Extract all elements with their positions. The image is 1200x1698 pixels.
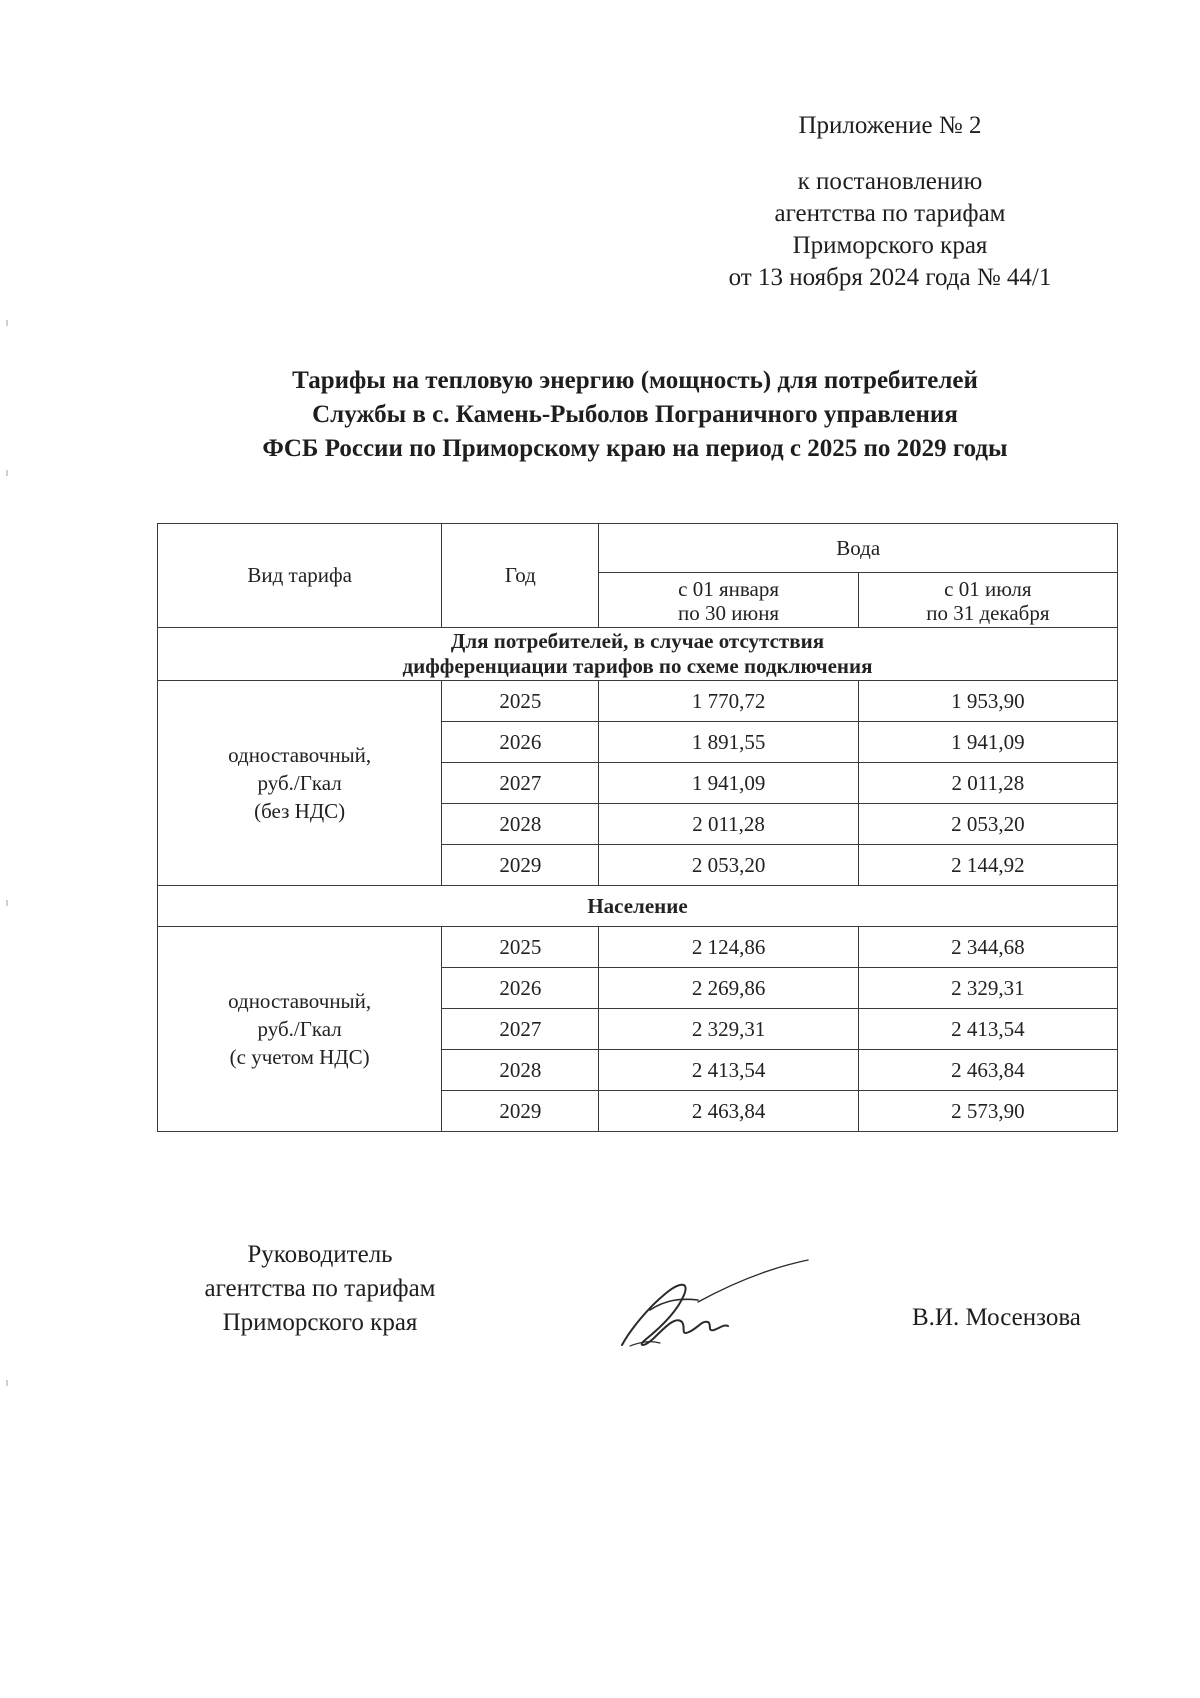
value-h2: 1 941,09 [858,722,1117,763]
year-cell: 2025 [442,681,599,722]
tariff-type-cell [158,681,442,886]
appendix-number: Приложение № 2 [798,112,982,139]
table-row [158,681,1118,722]
year-cell: 2027 [442,1009,599,1050]
year-cell: 2029 [442,1091,599,1132]
value-h2: 2 463,84 [858,1050,1117,1091]
appendix-line: от 13 ноября 2024 года № 44/1 [728,264,1052,291]
scan-mark [6,320,8,326]
year-cell: 2025 [442,927,599,968]
value-h1: 1 891,55 [599,722,858,763]
period-line: по 31 декабря [926,601,1050,625]
tariff-type-line: руб./Гкал [257,771,342,795]
signer-position-line: агентства по тарифам [204,1275,436,1302]
period-line: по 30 июня [678,601,780,625]
signer-position [170,1238,470,1340]
title-line: Тарифы на тепловую энергию (мощность) для потребителей [292,367,978,394]
value-h1: 2 413,54 [599,1050,858,1091]
value-h1: 2 269,86 [599,968,858,1009]
year-cell: 2029 [442,845,599,886]
scan-mark [6,900,8,906]
value-h1: 2 124,86 [599,927,858,968]
tariff-type-line: одноставочный, [228,989,372,1013]
value-h1: 2 011,28 [599,804,858,845]
tariff-type-line: руб./Гкал [257,1017,342,1041]
scan-mark [6,470,8,476]
signer-position-line: Руководитель [247,1241,393,1268]
title-line: ФСБ России по Приморскому краю на период с 2025 по 2029 годы [262,435,1008,462]
document-title [140,364,1130,466]
tariff-type-line: (с учетом НДС) [229,1045,370,1069]
value-h2: 2 329,31 [858,968,1117,1009]
tariff-type-cell [158,927,442,1132]
signer-name: В.И. Мосензова [912,1304,1081,1331]
period-line: с 01 января [678,577,779,601]
section-line: дифференциации тарифов по схеме подключения [402,654,873,678]
appendix-line: агентства по тарифам [774,200,1006,227]
section-heading [158,628,1118,681]
header-water: Вода [599,524,1118,573]
appendix-line: к постановлению [797,168,983,195]
scan-mark [6,1380,8,1386]
year-cell: 2026 [442,722,599,763]
header-tariff-type: Вид тарифа [158,524,442,628]
section-row [158,886,1118,927]
value-h2: 2 144,92 [858,845,1117,886]
value-h2: 2 053,20 [858,804,1117,845]
appendix-line: Приморского края [792,232,988,259]
header-row [158,524,1118,573]
header-period-1 [599,573,858,628]
section-heading: Население [158,886,1118,927]
value-h1: 2 463,84 [599,1091,858,1132]
value-h2: 2 011,28 [858,763,1117,804]
year-cell: 2028 [442,804,599,845]
appendix-header [720,110,1060,294]
value-h1: 2 053,20 [599,845,858,886]
tariff-type-line: (без НДС) [254,799,346,823]
tariff-type-line: одноставочный, [228,743,372,767]
value-h1: 1 770,72 [599,681,858,722]
year-cell: 2026 [442,968,599,1009]
year-cell: 2027 [442,763,599,804]
header-period-2 [858,573,1117,628]
value-h1: 2 329,31 [599,1009,858,1050]
section-row [158,628,1118,681]
year-cell: 2028 [442,1050,599,1091]
table-row [158,927,1118,968]
value-h2: 2 573,90 [858,1091,1117,1132]
period-line: с 01 июля [944,577,1032,601]
value-h1: 1 941,09 [599,763,858,804]
tariff-table [157,523,1118,1132]
value-h2: 2 344,68 [858,927,1117,968]
header-year: Год [442,524,599,628]
title-line: Службы в с. Камень-Рыболов Пограничного управления [312,401,958,428]
handwritten-signature [610,1250,820,1360]
value-h2: 1 953,90 [858,681,1117,722]
value-h2: 2 413,54 [858,1009,1117,1050]
section-line: Для потребителей, в случае отсутствия [450,629,825,653]
signer-position-line: Приморского края [222,1309,418,1336]
